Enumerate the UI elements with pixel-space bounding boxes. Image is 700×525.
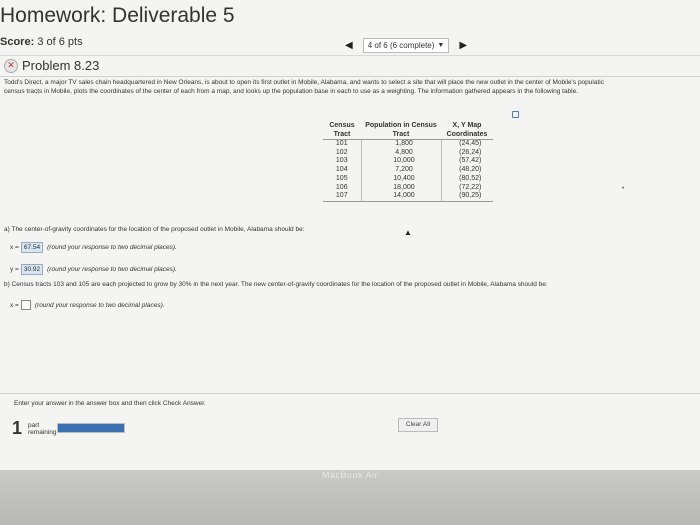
rounding-hint: (round your response to two decimal places). bbox=[34, 301, 165, 309]
table-row bbox=[323, 140, 493, 149]
problem-text bbox=[4, 79, 700, 96]
question-navigator bbox=[345, 38, 467, 52]
part-a-y-answer bbox=[10, 264, 177, 275]
table-cell: 10,400 bbox=[393, 174, 415, 182]
problem-title: Problem 8.23 bbox=[22, 58, 100, 73]
progress-bar bbox=[57, 423, 125, 433]
table-cell: 105 bbox=[323, 175, 361, 184]
table-cell: (24,45) bbox=[441, 140, 493, 149]
table-row bbox=[323, 157, 493, 166]
incorrect-icon: ✕ bbox=[4, 59, 18, 73]
question-select-value: 4 of 6 (6 complete) bbox=[367, 40, 435, 50]
census-table bbox=[323, 121, 493, 202]
table-row bbox=[323, 192, 493, 201]
table-row bbox=[323, 166, 493, 175]
y-label: y = bbox=[10, 266, 19, 273]
column-header: Population in Census Tract bbox=[361, 121, 441, 140]
x-answer-field[interactable]: 67.54 bbox=[21, 242, 43, 253]
table-cell: 18,000 bbox=[393, 183, 415, 191]
table-cell: 103 bbox=[323, 157, 361, 166]
x-answer-input[interactable] bbox=[21, 300, 31, 310]
column-header: Census Tract bbox=[323, 121, 361, 140]
parts-remaining-label bbox=[28, 422, 57, 436]
score-label: Score: bbox=[0, 36, 35, 48]
problem-heading bbox=[4, 58, 99, 73]
page-title: Homework: Deliverable 5 bbox=[0, 4, 235, 27]
rounding-hint: (round your response to two decimal places). bbox=[47, 244, 177, 251]
part-word: part bbox=[28, 422, 40, 429]
divider bbox=[0, 76, 700, 77]
table-cell: 101 bbox=[323, 140, 361, 149]
table-cell: (48,20) bbox=[441, 166, 493, 175]
table-cell: (90,25) bbox=[441, 192, 493, 201]
table-cell: (80,52) bbox=[441, 175, 493, 184]
table-cell: 7,200 bbox=[395, 166, 413, 174]
y-answer-field[interactable]: 30.92 bbox=[21, 264, 43, 275]
problem-text-line: Todd's Direct, a major TV sales chain headquartered in New Orleans, is about to open its first outlet in Mobile, Alabama, and wants to select a site that will place the new outlet in the center of Mobile's populatic bbox=[4, 79, 604, 86]
progress-fill bbox=[58, 424, 124, 432]
remaining-word: remaining bbox=[28, 429, 57, 436]
laptop-model-label: MacBook Air bbox=[321, 470, 379, 480]
divider bbox=[0, 393, 700, 394]
table-cell: (72,22) bbox=[441, 184, 493, 193]
table-cell: 4,800 bbox=[395, 148, 413, 156]
part-a-question: a) The center-of-gravity coordinates for the location of the proposed outlet in Mobile, Alabama should be: bbox=[4, 226, 305, 233]
instructions-text: Enter your answer in the answer box and then click Check Answer. bbox=[14, 400, 206, 407]
table-cell: (26,24) bbox=[441, 149, 493, 158]
score-display bbox=[0, 36, 83, 48]
table-cell: 1,800 bbox=[395, 140, 413, 147]
table-cell: 107 bbox=[323, 192, 361, 201]
table-cell: 14,000 bbox=[361, 192, 441, 201]
table-row bbox=[323, 149, 493, 158]
divider bbox=[0, 55, 700, 56]
clear-all-button[interactable]: Clear All bbox=[398, 418, 438, 432]
part-a-x-answer bbox=[10, 242, 177, 253]
table-cell: (57,42) bbox=[441, 157, 493, 166]
chevron-down-icon: ▼ bbox=[437, 41, 445, 49]
copy-table-icon[interactable] bbox=[512, 111, 519, 118]
column-header: X, Y Map Coordinates bbox=[441, 121, 493, 140]
table-cell: 104 bbox=[323, 166, 361, 175]
cursor-dot: • bbox=[622, 186, 625, 192]
problem-text-line: census tracts in Mobile, plots the coordinates of the center of each from a map, and looks up the population base in each to use as a weighting. The information gathered appears in the following table. bbox=[4, 87, 579, 95]
table-row bbox=[323, 175, 493, 184]
question-select[interactable] bbox=[363, 38, 450, 53]
table-cell: 102 bbox=[323, 149, 361, 158]
table-cell: 106 bbox=[323, 184, 361, 193]
score-value: 3 of 6 pts bbox=[37, 36, 83, 48]
x-label: x = bbox=[10, 244, 19, 251]
table-cell: 10,000 bbox=[393, 157, 415, 165]
previous-question-icon[interactable]: ◀ bbox=[345, 39, 353, 51]
mouse-pointer-icon: ▲ bbox=[404, 228, 412, 237]
table-row bbox=[323, 184, 493, 193]
next-question-icon[interactable]: ▶ bbox=[459, 39, 468, 51]
rounding-hint: (round your response to two decimal places). bbox=[47, 266, 177, 273]
part-b-x-answer bbox=[10, 300, 165, 310]
parts-remaining-count: 1 bbox=[12, 418, 23, 438]
part-b-question: b) Census tracts 103 and 105 are each projected to grow by 30% in the next year. The new center-of-gravity coordinates for the location of the proposed outlet in Mobile, Alabama should be: bbox=[4, 281, 548, 288]
x-label: x = bbox=[10, 301, 19, 309]
